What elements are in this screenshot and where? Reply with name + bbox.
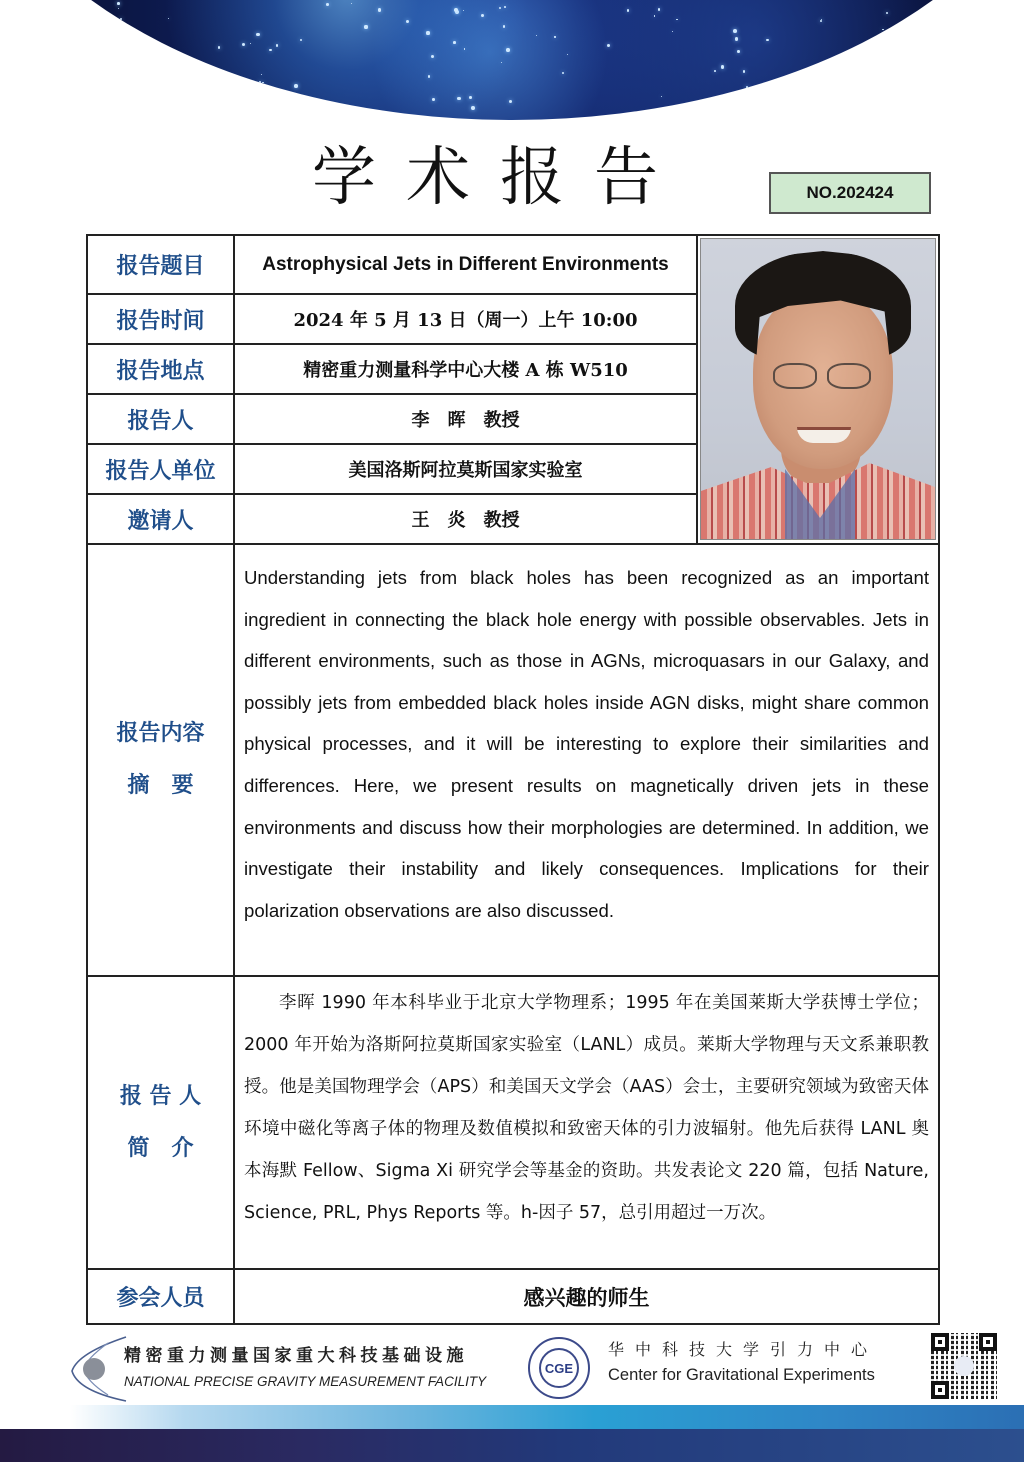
star-dot	[746, 86, 749, 89]
star-dot	[766, 39, 768, 41]
star-dot	[47, 40, 50, 43]
star-dot	[250, 43, 251, 44]
row-value-time: 2024 年 5 月 13 日（周一）上午 10:00	[234, 294, 697, 344]
footer-band-dark	[0, 1429, 1024, 1462]
star-dot	[259, 81, 261, 83]
star-dot	[661, 96, 663, 98]
star-dot	[190, 101, 193, 104]
row-label-abstract	[87, 544, 234, 976]
cge-logo	[528, 1337, 590, 1399]
star-dot	[453, 41, 456, 44]
star-dot	[168, 18, 169, 19]
star-dot	[428, 75, 431, 78]
star-dot	[562, 72, 564, 74]
star-dot	[276, 44, 279, 47]
star-dot	[120, 18, 122, 20]
facility-name-en: NATIONAL PRECISE GRAVITY MEASUREMENT FACILITY	[124, 1374, 487, 1389]
row-value-speaker: 李 晖 教授	[234, 394, 697, 444]
star-dot	[300, 39, 302, 41]
abstract-label-line1: 报告内容	[116, 721, 205, 746]
star-dot	[501, 62, 502, 63]
star-dot	[950, 102, 954, 106]
star-dot	[153, 99, 156, 102]
row-label-inviter: 邀请人	[87, 494, 234, 544]
star-dot	[499, 7, 501, 9]
star-dot	[481, 14, 484, 17]
star-dot	[143, 53, 145, 55]
star-dot	[87, 103, 91, 107]
star-dot	[326, 3, 329, 6]
qr-code-icon[interactable]	[931, 1333, 997, 1399]
star-dot	[242, 43, 245, 46]
star-dot	[351, 3, 352, 4]
facility-logo-block	[68, 1333, 520, 1403]
row-value-location: 精密重力测量科学中心大楼 A 栋 W510	[234, 344, 697, 394]
star-dot	[821, 93, 822, 94]
star-dot	[117, 2, 120, 5]
row-label-speaker: 报告人	[87, 394, 234, 444]
star-dot	[737, 50, 740, 53]
speaker-photo-cell	[697, 235, 939, 544]
center-name-en: Center for Gravitational Experiments	[608, 1366, 875, 1384]
star-dot	[658, 8, 660, 10]
star-dot	[882, 29, 883, 30]
star-dot	[567, 54, 569, 56]
star-dot	[607, 44, 610, 47]
footer-band-light	[70, 1405, 1024, 1429]
star-dot	[454, 8, 458, 12]
row-label-topic: 报告题目	[87, 235, 234, 294]
star-dot	[160, 80, 164, 84]
star-dot	[67, 59, 69, 61]
report-info-table	[86, 234, 940, 1325]
star-dot	[464, 48, 466, 50]
star-dot	[364, 25, 367, 28]
table-row	[87, 976, 939, 1269]
star-dot	[121, 23, 122, 24]
star-dot	[733, 29, 737, 33]
star-dot	[743, 70, 746, 73]
star-dot	[627, 9, 629, 11]
star-dot	[503, 25, 506, 28]
photo-glasses	[773, 363, 873, 391]
star-dot	[218, 46, 221, 49]
abstract-label-line2: 摘 要	[127, 773, 194, 798]
star-dot	[432, 98, 435, 101]
star-dot	[509, 100, 512, 103]
star-dot	[942, 57, 943, 58]
star-dot	[185, 78, 188, 81]
star-dot	[114, 97, 117, 100]
star-dot	[63, 36, 65, 38]
row-value-topic: Astrophysical Jets in Different Environments	[234, 235, 697, 294]
star-dot	[506, 48, 510, 52]
star-dot	[780, 101, 783, 104]
row-value-affiliation: 美国洛斯阿拉莫斯国家实验室	[234, 444, 697, 494]
star-dot	[256, 33, 259, 36]
facility-name-cn: 精密重力测量国家重大科技基础设施	[124, 1346, 468, 1366]
star-dot	[261, 74, 262, 75]
star-dot	[672, 31, 674, 33]
star-dot	[929, 88, 931, 90]
center-name-cn: 华中科技大学引力中心	[608, 1340, 879, 1359]
star-dot	[89, 41, 91, 43]
page-title: 学术报告	[312, 141, 688, 215]
row-value-inviter: 王 炎 教授	[234, 494, 697, 544]
star-dot	[504, 6, 506, 8]
header-galaxy-image	[0, 0, 1024, 120]
star-dot	[463, 10, 464, 11]
report-number-badge: NO.202424	[769, 172, 931, 214]
table-row	[87, 235, 939, 294]
row-label-attendees: 参会人员	[87, 1269, 234, 1324]
star-dot	[971, 72, 972, 73]
bio-text: 李晖 1990 年本科毕业于北京大学物理系；1995 年在美国莱斯大学获博士学位；2000 年开始为洛斯阿拉莫斯国家实验室（LANL）成员。莱斯大学物理与天文系兼职教授。他是美国物理学会（APS）和美国天文学会（AAS）会士，主要研究领域为致密天体环境中磁化等离子体的物理及数值模拟和致密天体的引力波辐射。他先后获得 LANL 奥本海默 Fellow、Sigma Xi 研究学会等基金的资助。共发表论文 220 篇，包括 Nature, Science, PRL, Phys Reports 等。h-因子 57，总引用超过一万次。	[234, 976, 939, 1269]
star-dot	[893, 66, 895, 68]
star-dot	[554, 36, 555, 37]
star-dot	[471, 106, 475, 110]
row-label-time: 报告时间	[87, 294, 234, 344]
row-value-attendees: 感兴趣的师生	[234, 1269, 939, 1324]
star-dot	[676, 19, 678, 21]
star-dot	[874, 104, 876, 106]
bio-label-line1: 报 告 人	[119, 1083, 202, 1109]
star-dot	[154, 49, 158, 53]
star-dot	[378, 8, 382, 12]
cge-logo-text: CGE	[539, 1348, 579, 1388]
row-label-affiliation: 报告人单位	[87, 444, 234, 494]
star-dot	[294, 84, 298, 88]
star-dot	[886, 12, 888, 14]
star-dot	[426, 31, 429, 34]
photo-mouth	[797, 427, 851, 443]
abstract-text: Understanding jets from black holes has been recognized as an important ingredient in connecting the black hole energy with possible observables. Jets in different environments, such as those in AGNs, microquasars in our Galaxy, and possibly jets from embedded black holes inside AGN disks, might share common physical processes, and it will be interesting to explore their similarities and differences. Here, we present results on magnetically driven jets in these environments and discuss how their morphologies are determined. In addition, we investigate their instability and likely consequences. Implications for their polarization observations are also discussed.	[234, 544, 939, 976]
star-dot	[714, 70, 716, 72]
facility-logo-icon	[68, 1333, 128, 1403]
star-dot	[431, 55, 434, 58]
row-label-location: 报告地点	[87, 344, 234, 394]
bio-label-line2: 简 介	[127, 1135, 194, 1161]
star-dot	[721, 65, 725, 69]
star-dot	[871, 52, 873, 54]
star-dot	[457, 97, 460, 100]
table-row	[87, 544, 939, 976]
star-dot	[966, 49, 968, 51]
star-dot	[938, 36, 940, 38]
star-dot	[118, 8, 120, 10]
star-dot	[262, 82, 263, 83]
speaker-photo	[700, 238, 936, 540]
star-dot	[735, 37, 739, 41]
table-row	[87, 1269, 939, 1324]
star-dot	[406, 20, 409, 23]
star-dot	[820, 20, 822, 22]
star-dot	[269, 49, 272, 52]
star-dot	[48, 83, 50, 85]
star-dot	[536, 35, 537, 36]
star-dot	[115, 102, 117, 104]
star-dot	[654, 15, 656, 17]
star-dot	[469, 96, 472, 99]
row-label-bio	[87, 976, 234, 1269]
star-dot	[892, 58, 894, 60]
